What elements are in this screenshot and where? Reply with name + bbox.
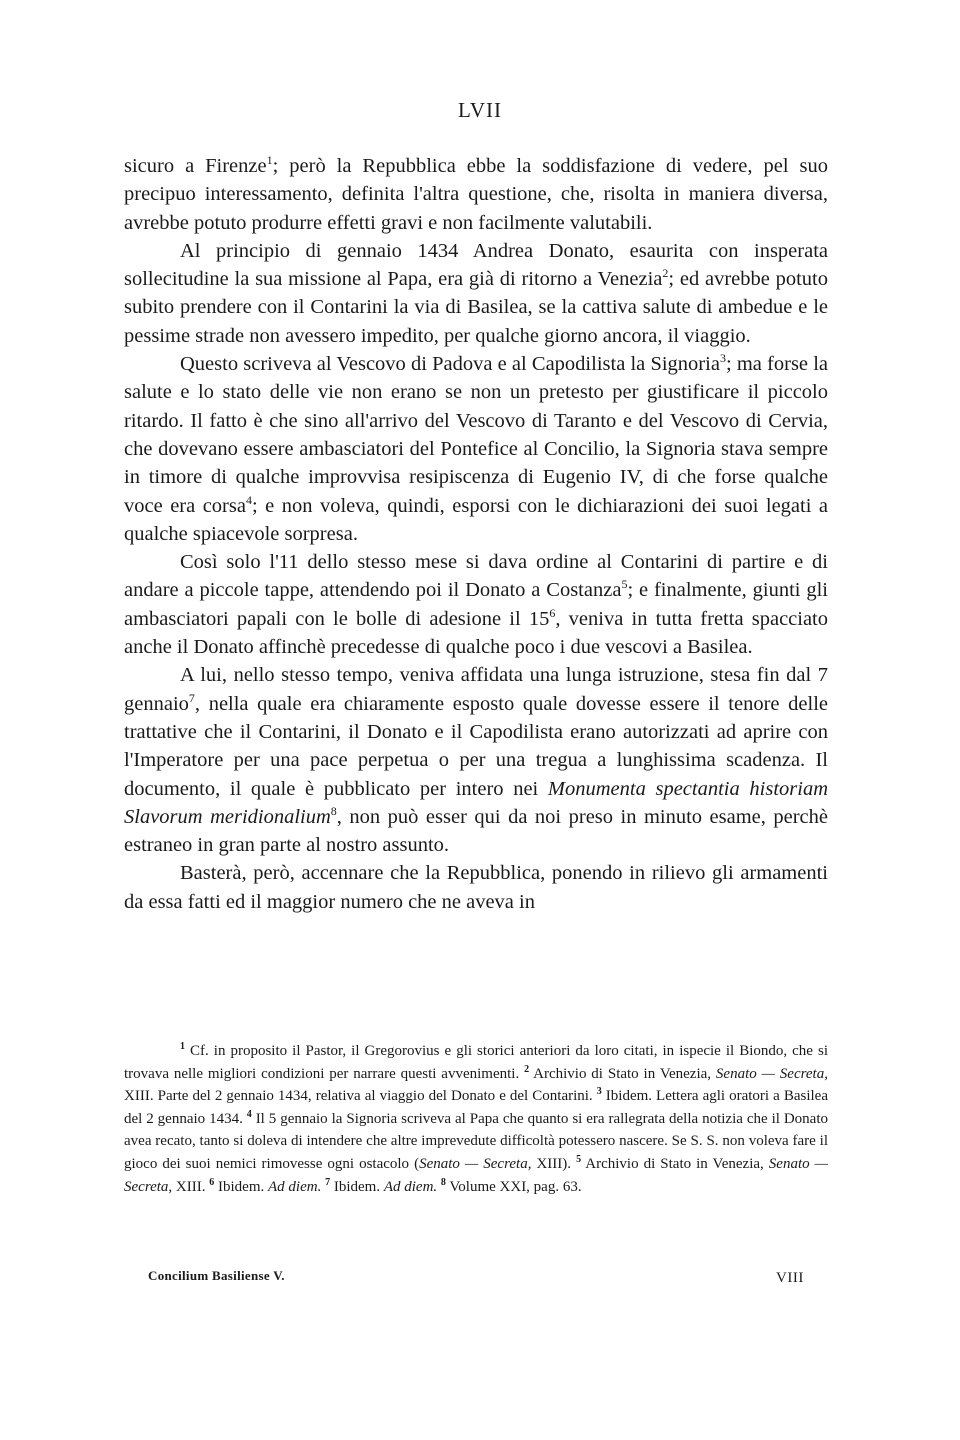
text-run: ; però la Repubblica ebbe la soddisfazione di vedere, pel suo precipuo interessamento, definita l'altra questione, che, risolta in maniera diversa, avrebbe potuto produrre effetti gravi e non facilmente valutabili. — [124, 155, 828, 234]
text-run: Al principio di gennaio 1434 Andrea Donato, esaurita con insperata sollecitudine la sua missione al Papa, era già di ritorno a Venezia — [124, 239, 828, 291]
footnote-marker: 6 — [209, 1176, 215, 1188]
footnotes — [124, 1040, 828, 1198]
text-run: Ibidem. — [330, 1178, 384, 1195]
footnote-marker: 3 — [596, 1086, 602, 1098]
italic-text: Senato — Secreta, — [419, 1155, 532, 1172]
signature-mark: Concilium Basiliense V. — [148, 1268, 285, 1283]
text-run: Ibidem. Lettera agli oratori a Basilea del 2 gennaio 1434. — [124, 1088, 828, 1127]
text-run: Ibidem. — [214, 1178, 268, 1195]
footnote-marker: 1 — [266, 153, 273, 168]
text-run: Il 5 gennaio la Signoria scriveva al Papa che quanto si era rallegrata della notizia che il Donato avea recato, tanto si doleva di intendere che altre imprevedute difficoltà potessero nascere. Se S. S. non voleva fare il gioco dei suoi nemici rimovesse ogni ostacolo ( — [124, 1110, 828, 1172]
paragraph — [124, 548, 828, 661]
footnote-marker: 7 — [325, 1176, 331, 1188]
page-number: LVII — [457, 98, 503, 122]
text-run: Così solo l'11 dello stesso mese si dava ordine al Contarini di partire e di andare a piccole tappe, attendendo poi il Donato a Costanza — [124, 551, 828, 602]
text-run: ; e non voleva, quindi, esporsi con le dichiarazioni dei suoi legati a qualche spiacevole sorpresa. — [124, 494, 829, 545]
italic-text: Monumenta spectantia historiam Slavorum meridionalium — [124, 777, 828, 828]
footnote-marker: 3 — [719, 351, 726, 366]
text-run: Archivio di Stato in Venezia, — [529, 1065, 716, 1082]
text-run: XIII. Parte del 2 gennaio 1434, relativa al viaggio del Donato e del Contarini. — [124, 1088, 597, 1105]
footnote-marker: 4 — [246, 1108, 252, 1120]
text-run: A lui, nello stesso tempo, veniva affidata una lunga istruzione, stesa fin dal 7 gennaio — [124, 664, 828, 715]
text-run: ; ed avrebbe potuto subito prendere con il Contarini la via di Basilea, se la cattiva salute di ambedue e le pessime strade non avessero impedito, per qualche giorno ancora, il viaggio. — [124, 268, 828, 347]
italic-text: Ad diem. — [268, 1178, 322, 1195]
italic-text: Senato — Secreta, — [124, 1155, 828, 1195]
text-run: Archivio di Stato in Venezia, — [581, 1155, 769, 1172]
text-run: , non può esser qui da noi preso in minuto esame, perchè estraneo in gran parte al nostro assunto. — [124, 805, 829, 857]
text-run: Questo scriveva al Vescovo di Padova e al Capodilista la Signoria — [180, 353, 720, 376]
text-run: , veniva in tutta fretta spacciato anche il Donato affinchè precedesse di qualche poco i due vescovi a Basilea. — [124, 607, 829, 659]
paragraph — [124, 152, 828, 237]
text-run: Volume XXI, pag. 63. — [445, 1178, 582, 1195]
text-run: Cf. in proposito il Pastor, il Gregorovius e gli storici anteriori da loro citati, in ispecie il Biondo, che si trovava nelle migliori condizioni per narrare questi avvenimenti. — [124, 1043, 828, 1082]
paragraph — [124, 661, 828, 859]
footnote-marker: 4 — [245, 492, 252, 507]
footnote-marker: 8 — [330, 804, 337, 818]
paragraph — [124, 350, 828, 548]
footnote-marker: 5 — [576, 1153, 582, 1165]
footnote-block — [124, 1040, 828, 1198]
footnote-marker: 1 — [180, 1041, 185, 1052]
text-run: ; e finalmente, giunti gli ambasciatori papali con le bolle di adesione il 15 — [124, 579, 828, 630]
italic-text: Senato — Secreta, — [715, 1065, 828, 1082]
text-run: Basterà, però, accennare che la Repubblica, ponendo in rilievo gli armamenti da essa fatti ed il maggior numero che ne aveva in — [124, 862, 828, 913]
footnote-marker: 7 — [188, 690, 195, 705]
footnote-marker: 8 — [440, 1176, 446, 1188]
text-run: XIII). — [531, 1155, 577, 1172]
text-run: sicuro a Firenze — [124, 155, 267, 177]
text-run: , nella quale era chiaramente esposto quale dovesse essere il tenore delle trattative che il Contarini, il Donato e il Capodilista erano autorizzati ad aprire con l'Imperatore per una pace perpetua o per una tregua a lunghissima scadenza. Il documento, il quale è pubblicato per intero nei — [124, 692, 828, 800]
footnote-marker: 2 — [662, 266, 669, 281]
sheet-number: VIII — [776, 1270, 804, 1286]
footnote-marker: 5 — [621, 577, 628, 592]
footnote-marker: 2 — [524, 1063, 530, 1075]
text-run: ; ma forse la salute e lo stato delle vie non erano se non un pretesto per giustificare il piccolo ritardo. Il fatto è che sino all'arrivo del Vescovo di Taranto e del Vescovo di Cervia, che dovevano essere ambasciatori del Pontefice al Concilio, la Signoria stava sempre in timore di qualche improvvisa resipiscenza di Eugenio IV, di che forse qualche voce era corsa — [124, 353, 829, 517]
footnote-marker: 6 — [549, 605, 556, 620]
text-run: XIII. — [172, 1178, 210, 1195]
body-text — [124, 152, 828, 916]
italic-text: Ad diem. — [383, 1178, 438, 1195]
paragraph — [124, 237, 828, 350]
paragraph — [124, 859, 828, 916]
